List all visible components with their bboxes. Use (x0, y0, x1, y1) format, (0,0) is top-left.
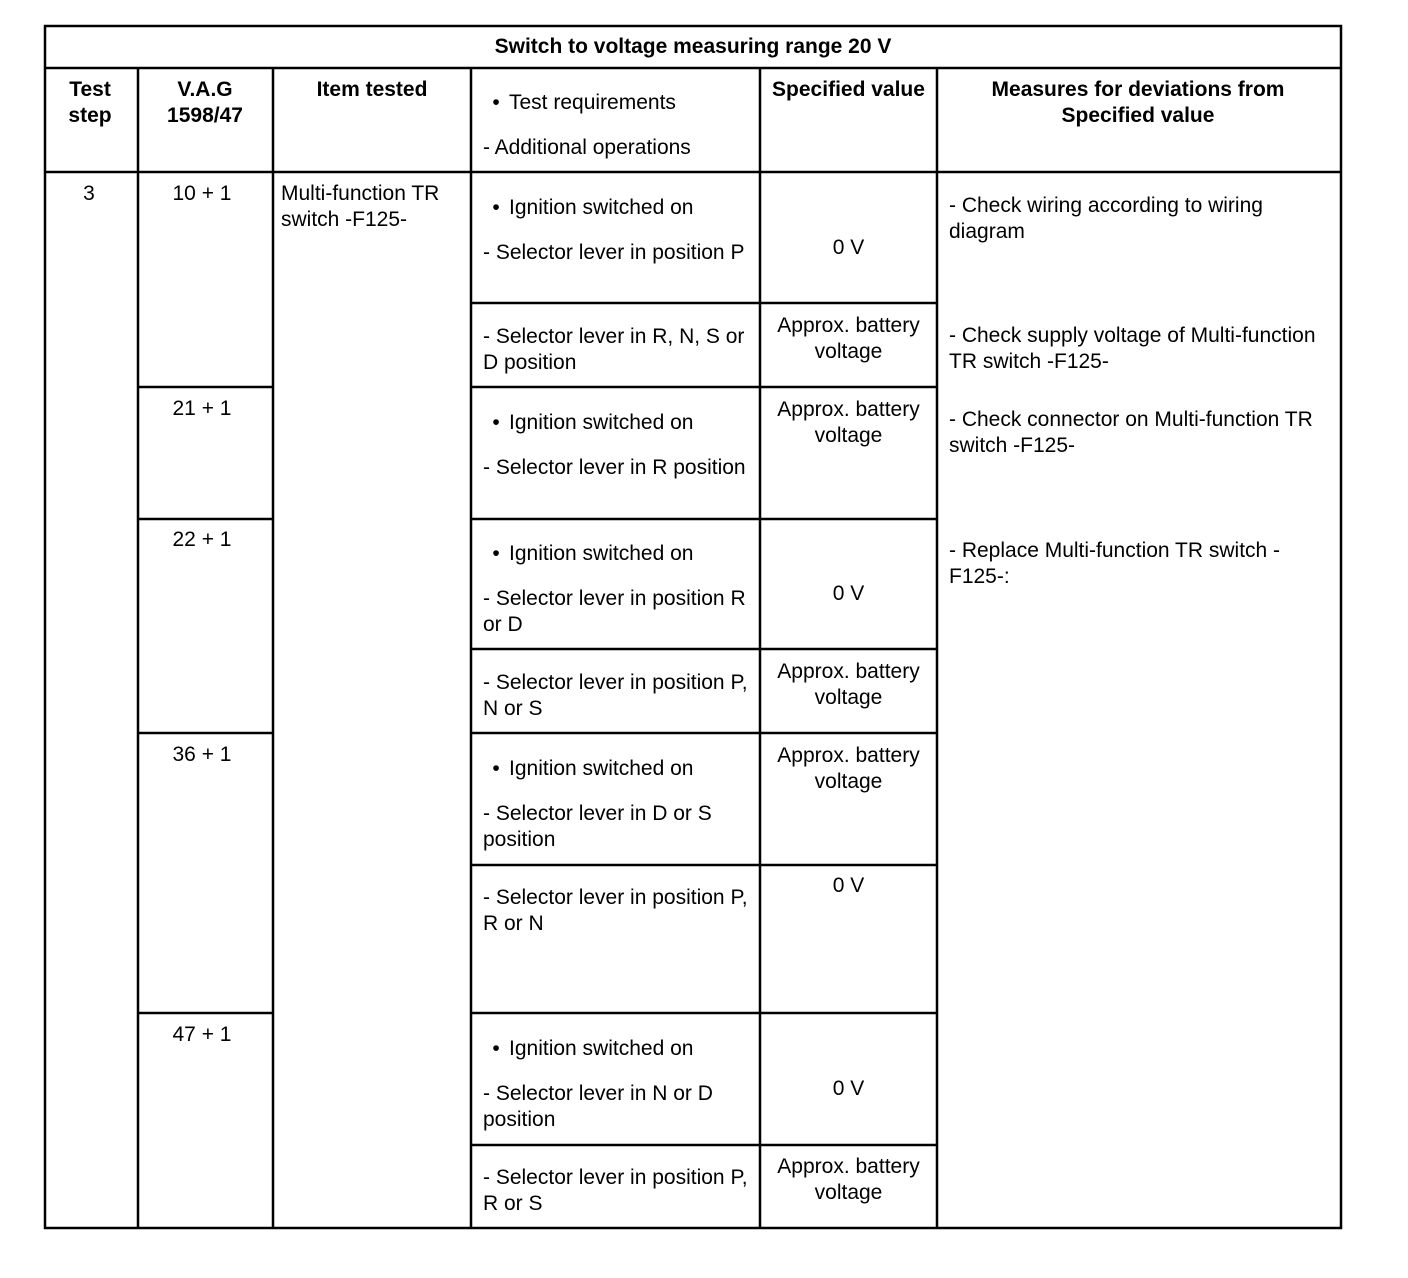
test-requirement-text: Ignition switched on (509, 411, 694, 434)
additional-operation: - Selector lever in R position (483, 456, 746, 479)
vag-pin: 10 + 1 (172, 182, 232, 205)
test-requirement (483, 195, 755, 221)
additional-operation: - Selector lever in D or S position (483, 802, 712, 851)
header-test-requirements (483, 90, 755, 116)
table-title: Switch to voltage measuring range 20 V (494, 35, 892, 58)
bullet-icon: • (492, 757, 500, 780)
additional-operation: - Selector lever in position P (483, 241, 745, 264)
test-requirement-text: Ignition switched on (509, 196, 694, 219)
header-vag: V.A.G 1598/47 (167, 78, 243, 127)
header-test-requirements-text: Test requirements (509, 91, 676, 114)
specified-value: 0 V (832, 236, 865, 259)
test-requirement (483, 541, 755, 567)
measure-item: - Replace Multi-function TR switch -F125-: (949, 539, 1281, 588)
additional-operation: - Selector lever in N or D position (483, 1082, 713, 1131)
specified-value: 0 V (832, 874, 865, 897)
measure-item: - Check connector on Multi-function TR switch -F125- (949, 408, 1313, 457)
specified-value: 0 V (832, 582, 865, 605)
test-requirement (483, 410, 755, 436)
bullet-icon: • (492, 411, 500, 434)
header-item-tested: Item tested (316, 78, 428, 101)
specified-value: Approx. battery voltage (777, 1155, 920, 1204)
test-requirement-text: Ignition switched on (509, 1037, 694, 1060)
test-step-number: 3 (83, 182, 95, 205)
header-measures: Measures for deviations from Specified value (991, 78, 1285, 127)
vag-pin: 22 + 1 (172, 528, 232, 551)
test-requirement (483, 756, 755, 782)
measure-item: - Check supply voltage of Multi-function TR switch -F125- (949, 324, 1316, 373)
vag-pin: 47 + 1 (172, 1023, 232, 1046)
item-tested-name: Multi-function TR switch -F125- (281, 182, 440, 231)
vag-pin: 21 + 1 (172, 397, 232, 420)
specified-value: Approx. battery voltage (777, 660, 920, 709)
specified-value: 0 V (832, 1077, 865, 1100)
additional-operation: - Selector lever in R, N, S or D position (483, 325, 745, 374)
measure-item: - Check wiring according to wiring diagram (949, 194, 1263, 243)
test-requirement-text: Ignition switched on (509, 757, 694, 780)
additional-operation: - Selector lever in position P, N or S (483, 671, 748, 720)
header-specified-value: Specified value (772, 78, 925, 101)
bullet-icon: • (492, 91, 500, 114)
vag-pin: 36 + 1 (172, 743, 232, 766)
additional-operation: - Selector lever in position R or D (483, 587, 746, 636)
additional-operation: - Selector lever in position P, R or N (483, 886, 748, 935)
bullet-icon: • (492, 542, 500, 565)
additional-operation: - Selector lever in position P, R or S (483, 1166, 748, 1215)
bullet-icon: • (492, 1037, 500, 1060)
test-requirement-text: Ignition switched on (509, 542, 694, 565)
specified-value: Approx. battery voltage (777, 744, 920, 793)
header-test-step: Test step (68, 78, 112, 127)
test-requirement (483, 1036, 755, 1062)
specified-value: Approx. battery voltage (777, 314, 920, 363)
specified-value: Approx. battery voltage (777, 398, 920, 447)
header-additional-operations: - Additional operations (483, 136, 691, 159)
bullet-icon: • (492, 196, 500, 219)
